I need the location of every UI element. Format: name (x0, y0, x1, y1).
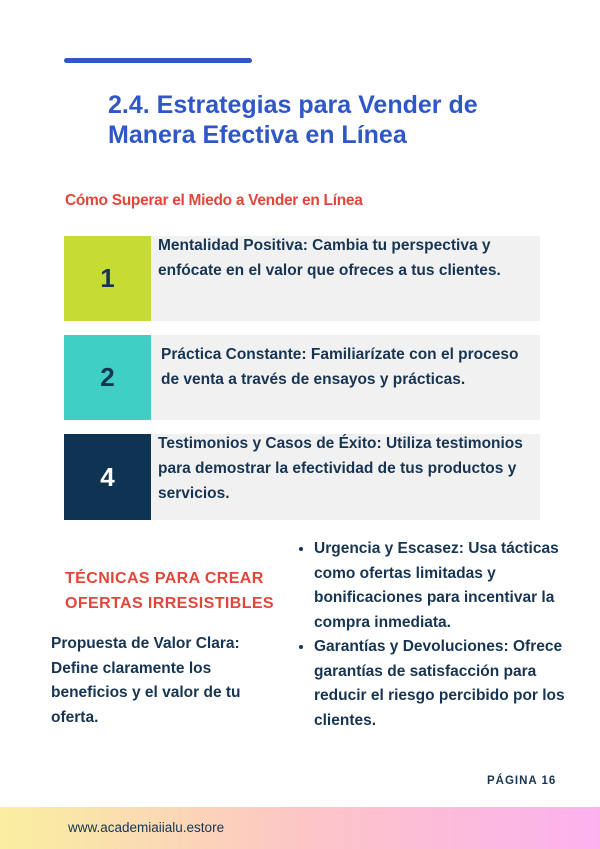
step-text-2: Práctica Constante: Familiarízate con el proceso de venta a través de ensayos y prácticas. (161, 346, 519, 388)
techniques-heading: TÉCNICAS PARA CREAR OFERTAS IRRESISTIBLES (65, 570, 275, 612)
decorative-top-rule (64, 58, 252, 63)
step-number-3: 4 (64, 434, 151, 520)
step-text-1: Mentalidad Positiva: Cambia tu perspectiva y enfócate en el valor que ofreces a tus clientes. (158, 237, 501, 279)
footer-url[interactable]: www.academiaiialu.estore (68, 820, 225, 835)
step-card-1 (64, 236, 540, 321)
list-item: • Garantías y Devoluciones: Ofrece garantías de satisfacción para reducir el riesgo percibido por los clientes. (314, 635, 584, 733)
step-text-3: Testimonios y Casos de Éxito: Utiliza testimonios para demostrar la efectividad de tus productos y servicios. (158, 435, 523, 502)
list-item: • Urgencia y Escasez: Usa tácticas como ofertas limitadas y bonificaciones para incentivar la compra inmediata. (314, 537, 584, 635)
page-title: 2.4. Estrategias para Vender de Manera Efectiva en Línea (108, 91, 478, 149)
step-number-1: 1 (64, 236, 151, 321)
step-number-2: 2 (64, 335, 151, 420)
value-proposition-text: Propuesta de Valor Clara: Define claramente los beneficios y el valor de tu oferta. (51, 635, 241, 726)
step-card-3 (64, 434, 540, 520)
section-heading: Cómo Superar el Miedo a Vender en Línea (65, 192, 363, 209)
footer-bar (0, 807, 600, 849)
techniques-list (296, 537, 584, 733)
page-number: PÁGINA 16 (487, 775, 557, 787)
step-card-2 (64, 335, 540, 420)
